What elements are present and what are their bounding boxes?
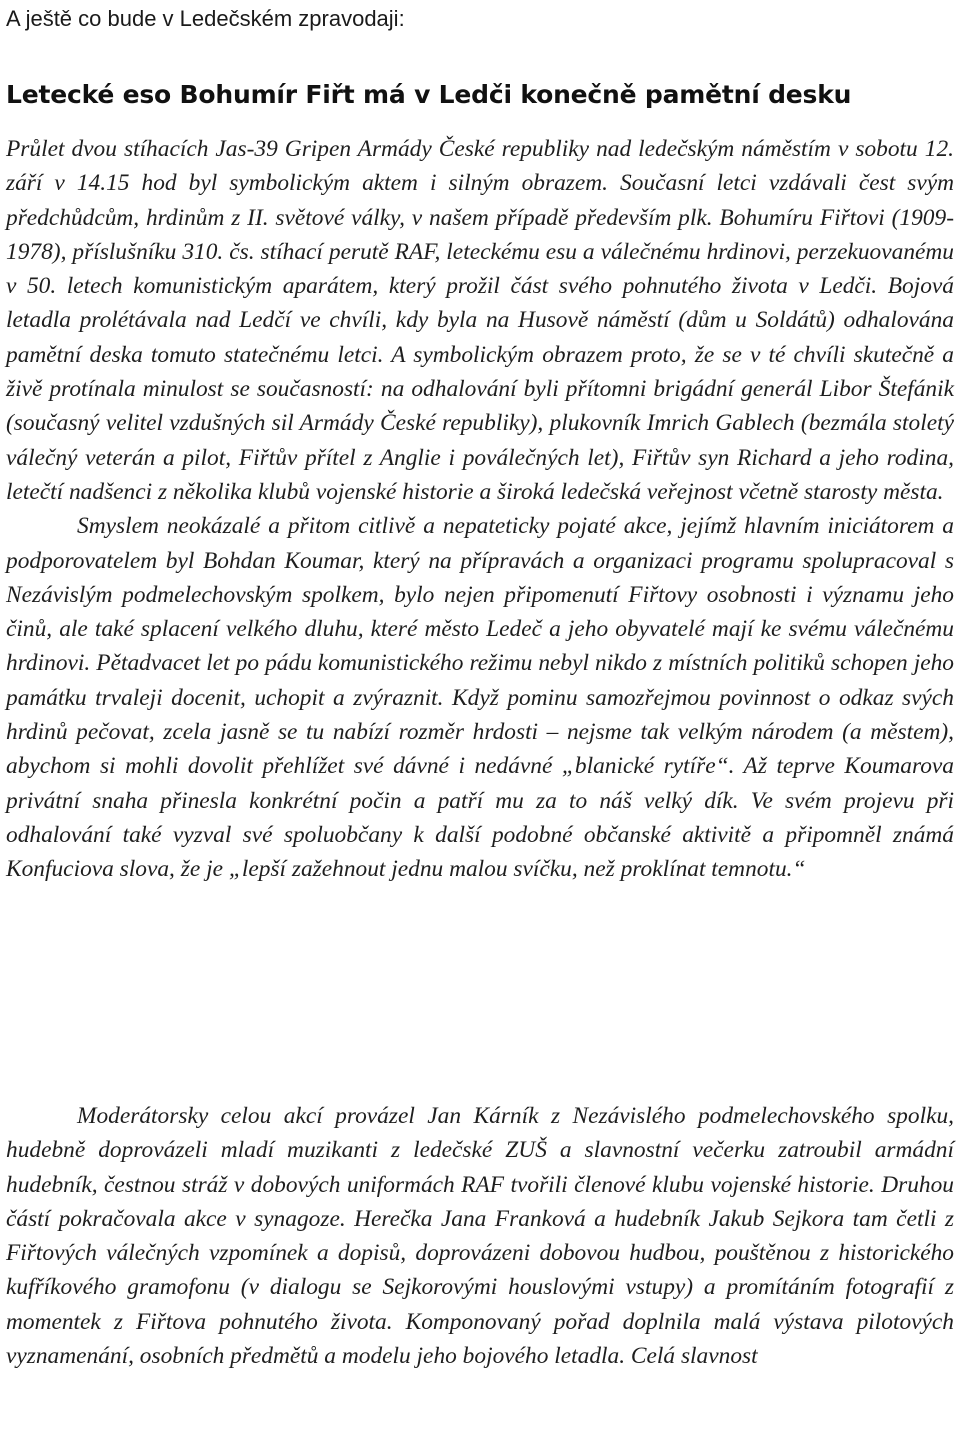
article-body (6, 132, 954, 887)
paragraph-2-text: Smyslem neokázalé a přitom citlivě a nepateticky pojaté akce, jejímž hlavním iniciátorem a podporovatelem byl Bohdan Koumar, který na přípravách a organizaci programu spolupracoval s Nezávislým podmelechovským spolkem, bylo nejen připomenutí Fiřtovy osobnosti i významu jeho činů, ale také splacení velkého dluhu, které město Ledeč a jeho obyvatelé mají ke svému válečnému hrdinovi. Pětadvacet let po pádu komunistického režimu nebyl nikdo z místních politiků schopen jeho památku trvaleji docenit, uchopit a zvýraznit. Když pominu samozřejmou povinnost o odkaz svých hrdinů pečovat, zcela jasně se tu nabízí rozměr hrdosti – nejsme tak velkým národem (a městem), abychom si mohli dovolit přehlížet své dávné i nedávné „blanické rytíře“. Až teprve Koumarova privátní snaha přinesla konkrétní počin a patří mu za to náš velký dík. Ve svém projevu při odhalování také vyzval své spoluobčany k další podobné občanské aktivitě a připomněl známá Konfuciova slova, že je „lepší zažehnout jednu malou svíčku, než proklínat temnotu.“ (6, 513, 954, 883)
paragraph-3-text: Moderátorsky celou akcí provázel Jan Kárník z Nezávislého podmelechovského spolku, hudebně doprovázeli mladí muzikanti z ledečské ZUŠ a slavnostní večerku zatroubil armádní hudebník, čestnou stráž v dobových uniformách RAF tvořili členové klubu vojenské historie. Druhou částí pokračovala akce v synagoze. Herečka Jana Franková a hudebník Jakub Sejkora tam četli z Fiřtových válečných vzpomínek a dopisů, doprovázeni dobovou hudbou, pouštěnou z historického kufříkového gramofonu (v dialogu se Sejkorovými houslovými vstupy) a promítáním fotografií z momentek z Fiřtova pohnutého života. Komponovaný pořad doplnila malá výstava pilotových vyznamenání, osobních předmětů a modelu jeho bojového letadla. Celá slavnost (6, 1103, 954, 1370)
paragraph-2 (6, 509, 954, 886)
paragraph-3 (6, 1099, 954, 1373)
intro-line: A ještě co bude v Ledečském zpravodaji: (6, 6, 405, 31)
article-body-continued (6, 1099, 954, 1373)
article-headline: Letecké eso Bohumír Fiřt má v Ledči konečně pamětní desku (6, 80, 852, 109)
paragraph-1: Průlet dvou stíhacích Jas-39 Gripen Armády České republiky nad ledečským náměstím v sobotu 12. září v 14.15 hod byl symbolickým aktem i silným obrazem. Současní letci vzdávali čest svým předchůdcům, hrdinům z II. světové války, v našem případě především plk. Bohumíru Fiřtovi (1909-1978), příslušníku 310. čs. stíhací perutě RAF, leteckému esu a válečnému hrdinovi, perzekuovanému v 50. letech komunistickým aparátem, který prožil část svého pohnutého života v Ledči. Bojová letadla prolétávala nad Ledčí ve chvíli, kdy byla na Husově náměstí (dům u Soldátů) odhalována pamětní deska tomuto statečnému letci. A symbolickým obrazem proto, že se v té chvíli skutečně a živě protínala minulost se současností: na odhalování byli přítomni brigádní generál Libor Štefánik (současný velitel vzdušných sil Armády České republiky), plukovník Imrich Gablech (bezmála stoletý válečný veterán a pilot, Fiřtův přítel z Anglie i poválečných let), Fiřtův syn Richard a jeho rodina, letečtí nadšenci z několika klubů vojenské historie a široká ledečská veřejnost včetně starosty města. (6, 136, 954, 505)
